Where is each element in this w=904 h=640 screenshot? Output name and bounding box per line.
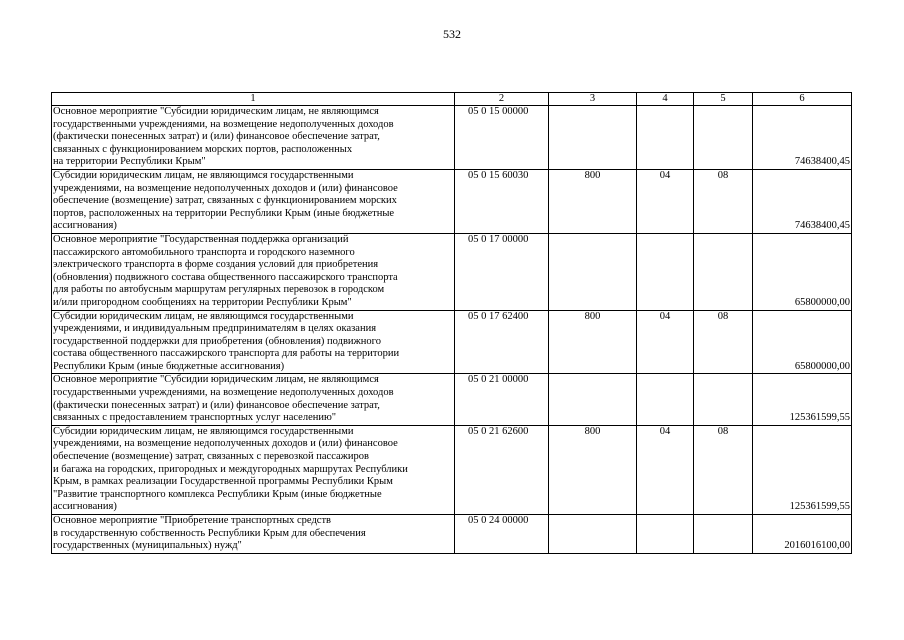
row-col3-cell: 800 — [549, 425, 637, 514]
page-number: 532 — [443, 27, 461, 41]
row-col4-cell: 04 — [637, 425, 694, 514]
row-sum-cell: 74638400,45 — [753, 106, 852, 170]
row-name-cell: Основное мероприятие "Субсидии юридическим лицам, не являющимся государственными учреждениями, на возмещение недополученных доходов (фактически понесенных затрат) и (или) финансовое обеспечение затрат, связанных с предоставлением транспортных услуг населению" — [52, 374, 455, 425]
row-col5-cell — [694, 515, 753, 554]
row-code-cell: 05 0 17 62400 — [455, 310, 549, 374]
row-col3-cell — [549, 374, 637, 425]
row-code-cell: 05 0 15 60030 — [455, 169, 549, 233]
row-col5-cell — [694, 106, 753, 170]
row-col3-cell: 800 — [549, 169, 637, 233]
header-cell-6: 6 — [753, 93, 852, 106]
row-name-cell: Основное мероприятие "Приобретение транспортных средств в государственную собственность Республики Крым для обеспечения государственных (муниципальных) нужд" — [52, 515, 455, 554]
row-col4-cell: 04 — [637, 169, 694, 233]
row-sum-cell: 125361599,55 — [753, 374, 852, 425]
table-row — [52, 106, 852, 170]
row-col3-cell — [549, 106, 637, 170]
row-sum-cell: 65800000,00 — [753, 310, 852, 374]
header-cell-4: 4 — [637, 93, 694, 106]
table-row — [52, 233, 852, 310]
header-cell-1: 1 — [52, 93, 455, 106]
row-col3-cell — [549, 233, 637, 310]
row-name-cell: Основное мероприятие "Государственная поддержка организаций пассажирского автомобильного транспорта и городского наземного электрического транспорта в форме создания условий для приобретения (обновления) подвижного состава общественного пассажирского транспорта для работы по автобусным маршрутам регулярных перевозок в городском и/или пригородном сообщениях на территории Республики Крым" — [52, 233, 455, 310]
row-code-cell: 05 0 17 00000 — [455, 233, 549, 310]
table-row — [52, 169, 852, 233]
header-cell-2: 2 — [455, 93, 549, 106]
table-row — [52, 515, 852, 554]
row-col5-cell — [694, 233, 753, 310]
table-row — [52, 425, 852, 514]
row-sum-cell: 74638400,45 — [753, 169, 852, 233]
row-col4-cell — [637, 374, 694, 425]
row-code-cell: 05 0 24 00000 — [455, 515, 549, 554]
budget-table — [51, 92, 852, 554]
row-col4-cell — [637, 515, 694, 554]
row-col5-cell: 08 — [694, 425, 753, 514]
row-name-cell: Основное мероприятие "Субсидии юридическим лицам, не являющимся государственными учреждениями, на возмещение недополученных доходов (фактически понесенных затрат) и (или) финансовое обеспечение затрат, связанных с функционированием морских портов, расположенных на территории Республики Крым" — [52, 106, 455, 170]
row-col5-cell: 08 — [694, 310, 753, 374]
row-name-cell: Субсидии юридическим лицам, не являющимся государственными учреждениями, и индивидуальным предпринимателям в целях оказания государственной поддержки для приобретения (обновления) подвижного состава общественного пассажирского транспорта для работы на территории Республики Крым (иные бюджетные ассигнования) — [52, 310, 455, 374]
row-col4-cell: 04 — [637, 310, 694, 374]
row-name-cell: Субсидии юридическим лицам, не являющимся государственными учреждениями, на возмещение недополученных доходов и (или) финансовое обеспечение (возмещение) затрат, связанных с функционированием морских портов, расположенных на территории Республики Крым (иные бюджетные ассигнования) — [52, 169, 455, 233]
row-sum-cell: 2016016100,00 — [753, 515, 852, 554]
row-col4-cell — [637, 106, 694, 170]
row-sum-cell: 125361599,55 — [753, 425, 852, 514]
row-sum-cell: 65800000,00 — [753, 233, 852, 310]
table-header-row — [52, 93, 852, 106]
header-cell-5: 5 — [694, 93, 753, 106]
header-cell-3: 3 — [549, 93, 637, 106]
row-col5-cell — [694, 374, 753, 425]
row-col3-cell: 800 — [549, 310, 637, 374]
row-name-cell: Субсидии юридическим лицам, не являющимся государственными учреждениями, на возмещение недополученных доходов и (или) финансовое обеспечение (возмещение) затрат, связанных с перевозкой пассажиров и багажа на городских, пригородных и междугородных маршрутах Республики Крым, в рамках реализации Государственной программы Республики Крым "Развитие транспортного комплекса Республики Крым (иные бюджетные ассигнования) — [52, 425, 455, 514]
row-col3-cell — [549, 515, 637, 554]
table-row — [52, 374, 852, 425]
row-code-cell: 05 0 21 62600 — [455, 425, 549, 514]
table-row — [52, 310, 852, 374]
row-col4-cell — [637, 233, 694, 310]
row-code-cell: 05 0 15 00000 — [455, 106, 549, 170]
row-code-cell: 05 0 21 00000 — [455, 374, 549, 425]
row-col5-cell: 08 — [694, 169, 753, 233]
